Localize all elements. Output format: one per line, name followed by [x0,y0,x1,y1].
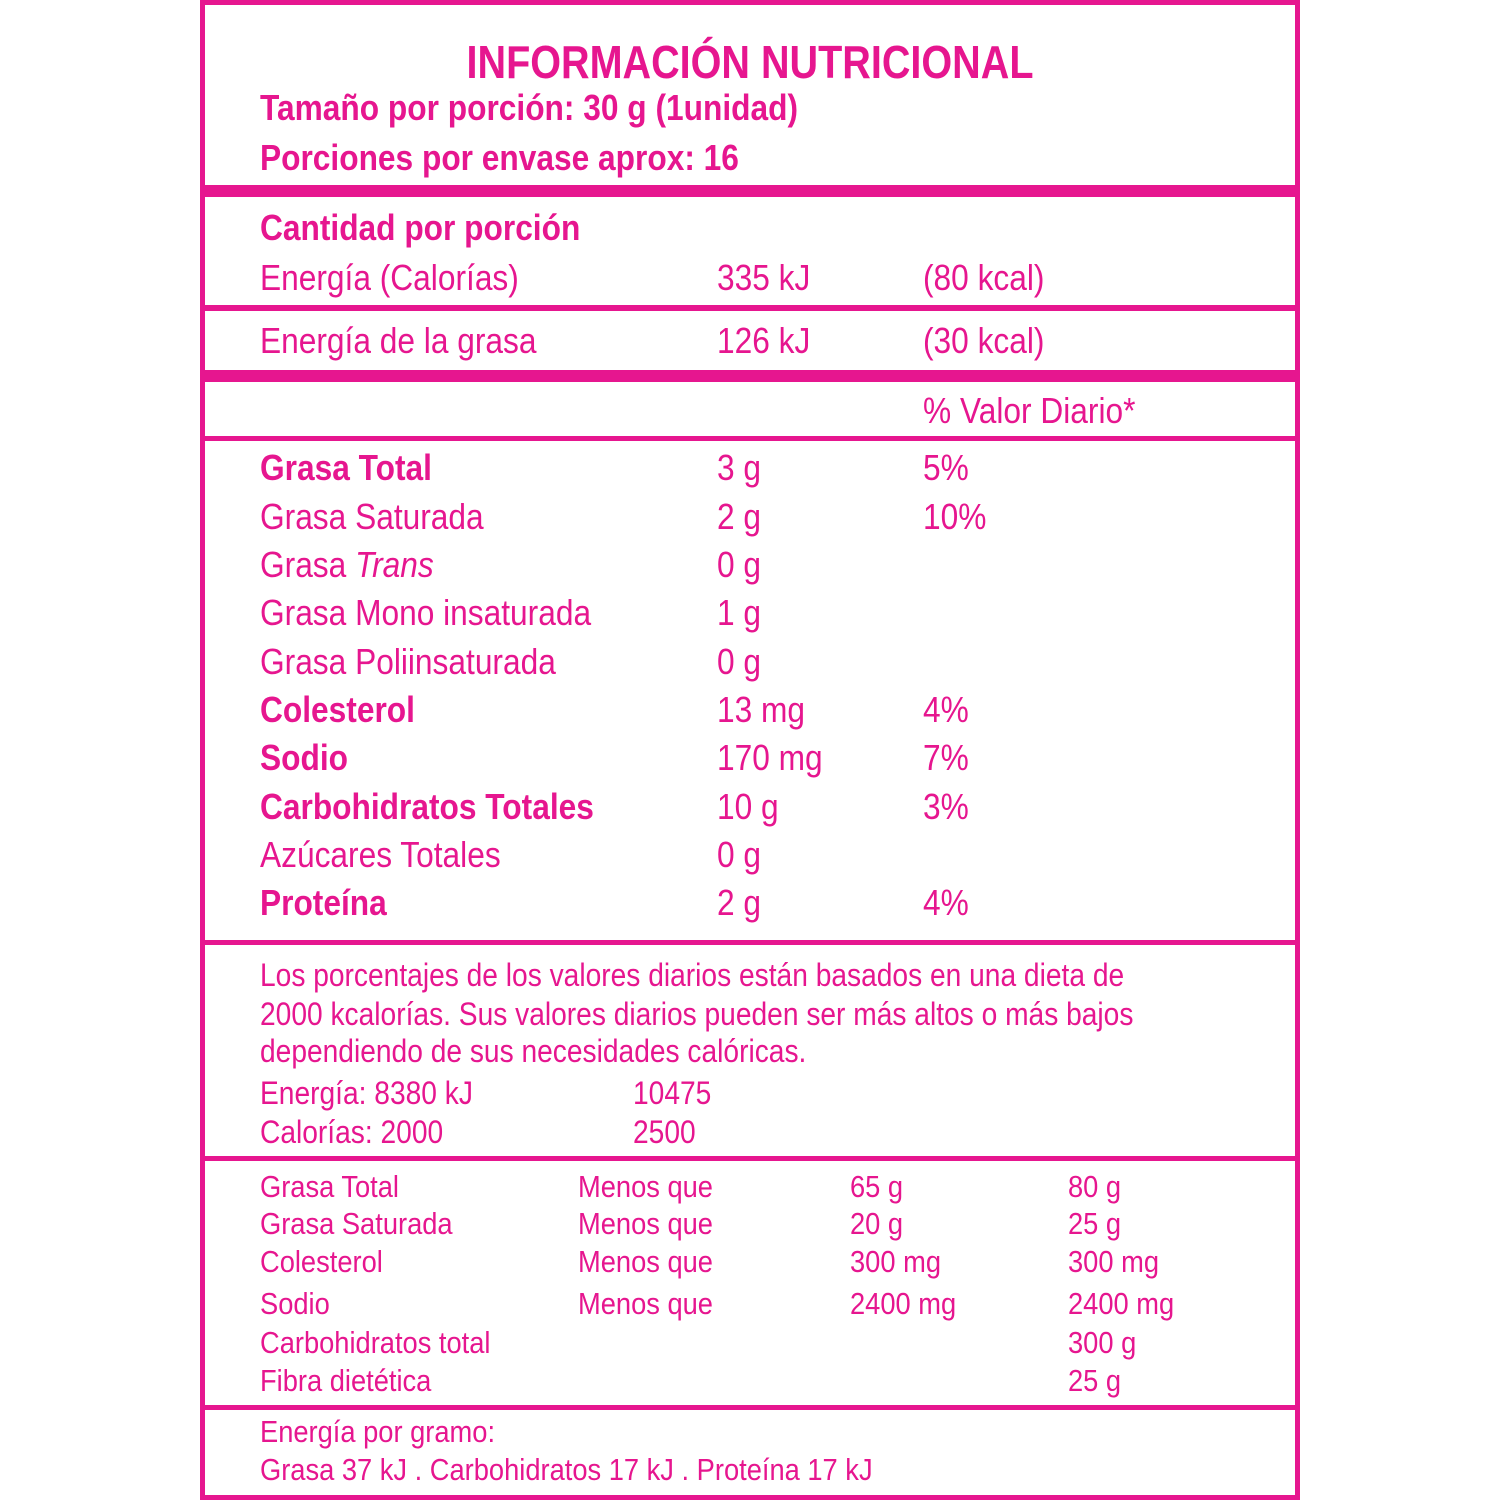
reference-2500-sodium: 2400 mg [1068,1286,1175,1321]
nutrient-label-mono-fat: Grasa Mono insaturada [260,592,592,633]
energy-per-gram-values: Grasa 37 kJ . Carbohidratos 17 kJ . Proteína 17 kJ [260,1452,873,1487]
reference-2500-cholesterol: 300 mg [1068,1244,1159,1279]
thick-divider [205,185,1295,197]
nutrient-dv-protein: 4% [923,882,969,923]
nutrient-amount-poly-fat: 0 g [717,641,762,682]
footnote-line-2: 2000 kcalorías. Sus valores diarios pueden ser más altos o más bajos [260,996,1134,1032]
amount-per-serving-heading: Cantidad por porción [260,207,581,248]
divider [205,436,1295,441]
thick-divider [205,370,1295,382]
energy-per-gram-heading: Energía por gramo: [260,1414,496,1449]
reference-label-sodium: Sodio [260,1286,330,1321]
energy-kcal: (80 kcal) [923,257,1045,298]
nutrition-label [200,0,1300,1500]
reference-label-saturated-fat: Grasa Saturada [260,1206,453,1241]
divider [205,1405,1295,1410]
fat-energy-kcal: (30 kcal) [923,320,1045,361]
nutrient-amount-trans-fat: 0 g [717,544,762,585]
reference-label-cholesterol: Colesterol [260,1244,383,1279]
nutrient-dv-total-fat: 5% [923,447,969,488]
nutrient-label-cholesterol: Colesterol [260,689,415,730]
reference-2000-total-fat: 65 g [850,1169,904,1204]
nutrient-amount-protein: 2 g [717,882,762,923]
energy-label: Energía (Calorías) [260,257,519,298]
footnote-line-1: Los porcentajes de los valores diarios están basados en una dieta de [260,957,1125,993]
nutrient-label-total-fat: Grasa Total [260,447,432,488]
reference-2500-saturated-fat: 25 g [1068,1206,1122,1241]
reference-label-fiber: Fibra dietética [260,1363,432,1398]
daily-value-heading: % Valor Diario* [923,390,1136,431]
nutrient-label-saturated-fat: Grasa Saturada [260,496,484,537]
reference-energy-label: Energía: 8380 kJ [260,1075,473,1111]
divider [205,940,1295,945]
servings-per-container: Porciones por envase aprox: 16 [260,137,739,178]
trans-fat-label-prefix: Grasa [260,544,356,585]
reference-2500-total-fat: 80 g [1068,1169,1122,1204]
nutrient-amount-total-fat: 3 g [717,447,762,488]
divider [205,305,1295,311]
nutrient-amount-sugars: 0 g [717,834,762,875]
reference-qualifier-total-fat: Menos que [578,1169,713,1204]
reference-qualifier-saturated-fat: Menos que [578,1206,713,1241]
reference-label-carbohydrates: Carbohidratos total [260,1325,491,1360]
trans-fat-label-italic: Trans [355,544,434,585]
nutrient-dv-saturated-fat: 10% [923,496,987,537]
serving-size: Tamaño por porción: 30 g (1unidad) [260,87,798,128]
footnote-line-3: dependiendo de sus necesidades calóricas. [260,1033,807,1069]
reference-2500-fiber: 25 g [1068,1363,1122,1398]
reference-label-total-fat: Grasa Total [260,1169,399,1204]
reference-2500-carbohydrates: 300 g [1068,1325,1137,1360]
reference-2000-cholesterol: 300 mg [850,1244,941,1279]
divider [205,1156,1295,1161]
nutrient-label-sodium: Sodio [260,737,348,778]
reference-2000-saturated-fat: 20 g [850,1206,904,1241]
nutrient-dv-carbohydrates: 3% [923,786,969,827]
nutrient-label-protein: Proteína [260,882,387,923]
nutrient-label-poly-fat: Grasa Poliinsaturada [260,641,556,682]
energy-kj: 335 kJ [717,257,811,298]
reference-2000-sodium: 2400 mg [850,1286,957,1321]
reference-calories-label: Calorías: 2000 [260,1114,444,1150]
nutrient-amount-sodium: 170 mg [717,737,823,778]
nutrient-amount-saturated-fat: 2 g [717,496,762,537]
nutrient-label-carbohydrates: Carbohidratos Totales [260,786,594,827]
fat-energy-kj: 126 kJ [717,320,811,361]
nutrient-label-trans-fat [260,544,434,585]
reference-qualifier-cholesterol: Menos que [578,1244,713,1279]
fat-energy-label: Energía de la grasa [260,320,537,361]
nutrient-amount-mono-fat: 1 g [717,592,762,633]
reference-calories-value: 2500 [633,1114,696,1150]
nutrient-label-sugars: Azúcares Totales [260,834,501,875]
nutrient-amount-carbohydrates: 10 g [717,786,779,827]
reference-qualifier-sodium: Menos que [578,1286,713,1321]
nutrient-dv-cholesterol: 4% [923,689,969,730]
nutrient-dv-sodium: 7% [923,737,969,778]
nutrient-amount-cholesterol: 13 mg [717,689,806,730]
reference-energy-value: 10475 [633,1075,712,1111]
label-title: INFORMACIÓN NUTRICIONAL [466,36,1034,88]
